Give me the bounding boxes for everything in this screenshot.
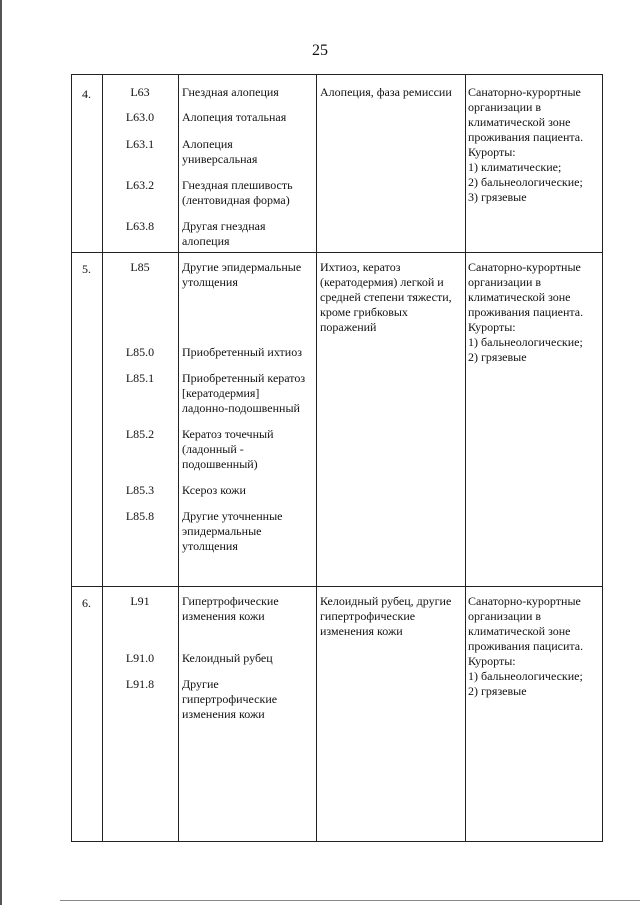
icd-code: L63.8 <box>125 219 155 233</box>
resort-table <box>71 74 603 842</box>
diagnosis-name: (ладонный - <box>182 442 244 456</box>
resort-text: Курорты: <box>468 320 516 334</box>
diagnosis-name: утолщения <box>182 539 238 553</box>
diagnosis-name: ладонно-подошвенный <box>182 401 300 415</box>
diagnosis-name: Приобретенный кератоз <box>182 371 306 385</box>
column-divider <box>465 75 466 841</box>
diagnosis-name: Другие уточненные <box>182 509 283 523</box>
resort-text: 1) бальнеологические; <box>468 669 583 683</box>
resort-text: 2) грязевые <box>468 350 527 364</box>
resort-text: организации в <box>468 100 542 114</box>
resort-text: 2) бальнеологические; <box>468 175 583 189</box>
diagnosis-name: (лентовидная форма) <box>182 193 290 207</box>
diagnosis-name: Другие <box>182 677 219 691</box>
column-divider <box>178 75 179 841</box>
resort-text: Санаторно-курортные <box>468 260 581 274</box>
condition-text: средней степени тяжести, <box>320 290 452 304</box>
icd-code: L63.0 <box>125 110 155 124</box>
diagnosis-name: подошвенный) <box>182 457 258 471</box>
icd-code: L91.8 <box>125 677 155 691</box>
diagnosis-name: утолщения <box>182 275 238 289</box>
diagnosis-name: [кератодермия] <box>182 386 260 400</box>
row-divider <box>72 252 602 253</box>
diagnosis-name: гипертрофические <box>182 692 278 706</box>
diagnosis-name: алопеция <box>182 234 230 248</box>
scan-edge-left <box>0 0 2 905</box>
condition-text: Келоидный рубец, другие <box>320 594 452 608</box>
diagnosis-name: изменения кожи <box>182 707 265 721</box>
column-divider <box>316 75 317 841</box>
row-number: 6. <box>82 596 91 610</box>
diagnosis-name: универсальная <box>182 152 258 166</box>
resort-text: климатической зоне <box>468 624 571 638</box>
resort-text: климатической зоне <box>468 290 571 304</box>
icd-code: L85.3 <box>125 483 155 497</box>
diagnosis-name: Алопеция <box>182 137 233 151</box>
diagnosis-name: Гипертрофические <box>182 594 279 608</box>
diagnosis-name: Кератоз точечный <box>182 427 274 441</box>
icd-code: L85.8 <box>125 509 155 523</box>
condition-text: (кератодермия) легкой и <box>320 275 444 289</box>
resort-text: 3) грязевые <box>468 190 527 204</box>
resort-text: проживания пациента. <box>468 130 584 144</box>
icd-code: L85.1 <box>125 371 155 385</box>
row-number: 5. <box>82 262 91 276</box>
condition-text: Алопеция, фаза ремиссии <box>320 85 452 99</box>
resort-text: Курорты: <box>468 145 516 159</box>
icd-code: L63.1 <box>125 137 155 151</box>
resort-text: Санаторно-курортные <box>468 594 581 608</box>
condition-text: Ихтиоз, кератоз <box>320 260 401 274</box>
resort-text: организации в <box>468 275 542 289</box>
icd-code: L63.2 <box>125 178 155 192</box>
icd-code: L85 <box>130 260 150 274</box>
resort-text: 2) грязевые <box>468 684 527 698</box>
resort-text: организации в <box>468 609 542 623</box>
resort-text: проживания пацисита. <box>468 639 584 653</box>
icd-code: L85.0 <box>125 345 155 359</box>
icd-code: L91.0 <box>125 651 155 665</box>
condition-text: поражений <box>320 320 377 334</box>
row-number: 4. <box>82 87 91 101</box>
diagnosis-name: Келоидный рубец <box>182 651 273 665</box>
resort-text: проживания пациента. <box>468 305 584 319</box>
diagnosis-name: Другая гнездная <box>182 219 266 233</box>
diagnosis-name: Приобретенный ихтиоз <box>182 345 302 359</box>
row-divider <box>72 586 602 587</box>
condition-text: гипертрофические <box>320 609 416 623</box>
scan-edge-bottom <box>60 900 640 901</box>
diagnosis-name: Гнездная алопеция <box>182 85 279 99</box>
page-number: 25 <box>312 42 328 59</box>
diagnosis-name: Другие эпидермальные <box>182 260 302 274</box>
resort-text: 1) бальнеологические; <box>468 335 583 349</box>
icd-code: L63 <box>130 85 150 99</box>
resort-text: Санаторно-курортные <box>468 85 581 99</box>
condition-text: кроме грибковых <box>320 305 408 319</box>
icd-code: L85.2 <box>125 427 155 441</box>
diagnosis-name: Гнездная плешивость <box>182 178 293 192</box>
diagnosis-name: эпидермальные <box>182 524 262 538</box>
resort-text: Курорты: <box>468 654 516 668</box>
diagnosis-name: Алопеция тотальная <box>182 110 287 124</box>
resort-text: 1) климатические; <box>468 160 562 174</box>
resort-text: климатической зоне <box>468 115 571 129</box>
icd-code: L91 <box>130 594 150 608</box>
condition-text: изменения кожи <box>320 624 403 638</box>
diagnosis-name: Ксероз кожи <box>182 483 246 497</box>
diagnosis-name: изменения кожи <box>182 609 265 623</box>
